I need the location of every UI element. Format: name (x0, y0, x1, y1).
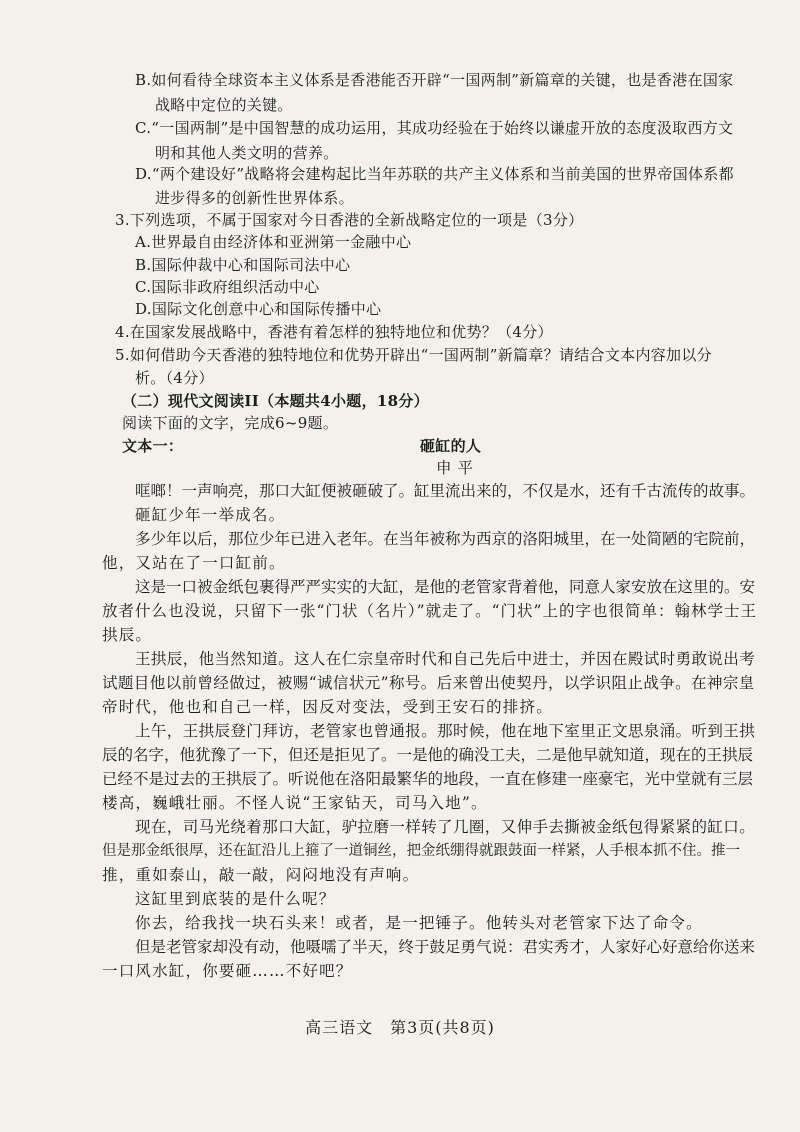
q3-option-b: B.国际仲裁中心和国际司法中心 (135, 256, 351, 274)
story-paragraph: 多少年以后，那位少年已进入老年。在当年被称为西京的洛阳城里，在一处简陋的宅院前， (135, 530, 756, 548)
story-paragraph: 上午，王拱辰登门拜访，老管家也曾通报。那时候，他在地下室里正文思泉涌。听到王拱 (135, 722, 756, 740)
story-paragraph: 这缸里到底装的是什么呢？ (135, 890, 336, 908)
q2-option-b-line1: B.如何看待全球资本主义体系是香港能否开辟“一国两制”新篇章的关键，也是香港在国家 (135, 71, 734, 89)
story-author: 申平 (436, 459, 480, 477)
story-paragraph-cont: 但是那金纸很厚，还在缸沿儿上箍了一道铜丝，把金纸绷得就跟鼓面一样紧，人手根本抓不住。推一 (102, 843, 740, 859)
q3-option-c: C.国际非政府组织活动中心 (135, 278, 320, 296)
question-4: 4.在国家发展战略中，香港有着怎样的独特地位和优势？（4分） (115, 323, 553, 341)
story-paragraph-cont: 辰的名字，他犹豫了一下，但还是拒见了。一是他的确没工夫，二是他早就知道，现在的王拱辰 (102, 746, 754, 764)
story-paragraph-cont: 拱辰。 (102, 626, 153, 644)
story-paragraph-cont: 帝时代，他也和自己一样，因反对变法，受到王安石的排挤。 (102, 698, 553, 716)
story-paragraph-cont: 放者什么也没说，只留下一张“门状（名片）”就走了。“门状”上的字也很简单：翰林学士王 (102, 602, 757, 620)
q2-option-d-line2: 进步得多的创新性世界体系。 (155, 189, 354, 207)
text-label: 文本一： (122, 437, 184, 455)
story-paragraph-cont: 楼高，巍峨壮丽。不怪人说“王家钻天，司马入地”。 (102, 794, 488, 812)
question-5-line1: 5.如何借助今天香港的独特地位和优势开辟出“一国两制”新篇章？请结合文本内容加以分 (115, 346, 712, 364)
story-paragraph: 这是一口被金纸包裹得严严实实的大缸，是他的老管家背着他，同意人家安放在这里的。安 (135, 578, 756, 596)
q2-option-b-line2: 战略中定位的关键。 (155, 96, 293, 114)
story-paragraph-cont: 一口风水缸，你要砸……不好吧？ (102, 962, 353, 980)
story-title: 砸缸的人 (420, 437, 482, 455)
question-5-line2: 析。（4分） (135, 369, 214, 387)
q3-option-a: A.世界最自由经济体和亚洲第一金融中心 (135, 233, 412, 251)
section-heading: （二）现代文阅读II（本题共4小题，18分） (122, 392, 429, 410)
q2-option-c-line2: 明和其他人类文明的营养。 (155, 144, 339, 162)
story-paragraph-cont: 他，又站在了一口缸前。 (102, 554, 286, 572)
page-footer: 高三语文 第3页(共8页) (305, 1018, 495, 1037)
section-instruction: 阅读下面的文字，完成6~9题。 (122, 414, 339, 432)
story-paragraph-cont: 已经不是过去的王拱辰了。听说他在洛阳最繁华的地段，一直在修建一座豪宅，光中堂就有三层 (102, 770, 754, 788)
story-paragraph: 但是老管家却没有动，他嗫嚅了半天，终于鼓足勇气说：君实秀才，人家好心好意给你送来 (135, 938, 756, 956)
story-paragraph-cont: 试题目他以前曾经做过，被赐“诚信状元”称号。后来曾出使契丹，以学识阻止战争。在神宗皇 (102, 674, 755, 692)
story-paragraph: 哐啷！一声响亮，那口大缸便被砸破了。缸里流出来的，不仅是水，还有千古流传的故事。 (135, 482, 756, 500)
story-paragraph-cont: 推，重如泰山，敲一敲，闷闷地没有声响。 (102, 866, 420, 884)
q3-option-d: D.国际文化创意中心和国际传播中心 (135, 300, 382, 318)
story-paragraph: 现在，司马光绕着那口大缸，驴拉磨一样转了几圈，又伸手去撕被金纸包得紧紧的缸口。 (135, 818, 756, 836)
story-paragraph: 砸缸少年一举成名。 (135, 506, 286, 524)
story-paragraph: 你去，给我找一块石头来！或者，是一把锤子。他转头对老管家下达了命令。 (135, 914, 703, 932)
question-3-stem: 3.下列选项，不属于国家对今日香港的全新战略定位的一项是（3分） (115, 211, 584, 229)
story-paragraph: 王拱辰，他当然知道。这人在仁宗皇帝时代和自己先后中进士，并因在殿试时勇敢说出考 (135, 650, 756, 668)
q2-option-c-line1: C.“一国两制”是中国智慧的成功运用，其成功经验在于始终以谦虚开放的态度汲取西方文 (135, 119, 734, 137)
q2-option-d-line1: D.“两个建设好”战略将会建构起比当年苏联的共产主义体系和当前美国的世界帝国体系都 (135, 165, 734, 183)
